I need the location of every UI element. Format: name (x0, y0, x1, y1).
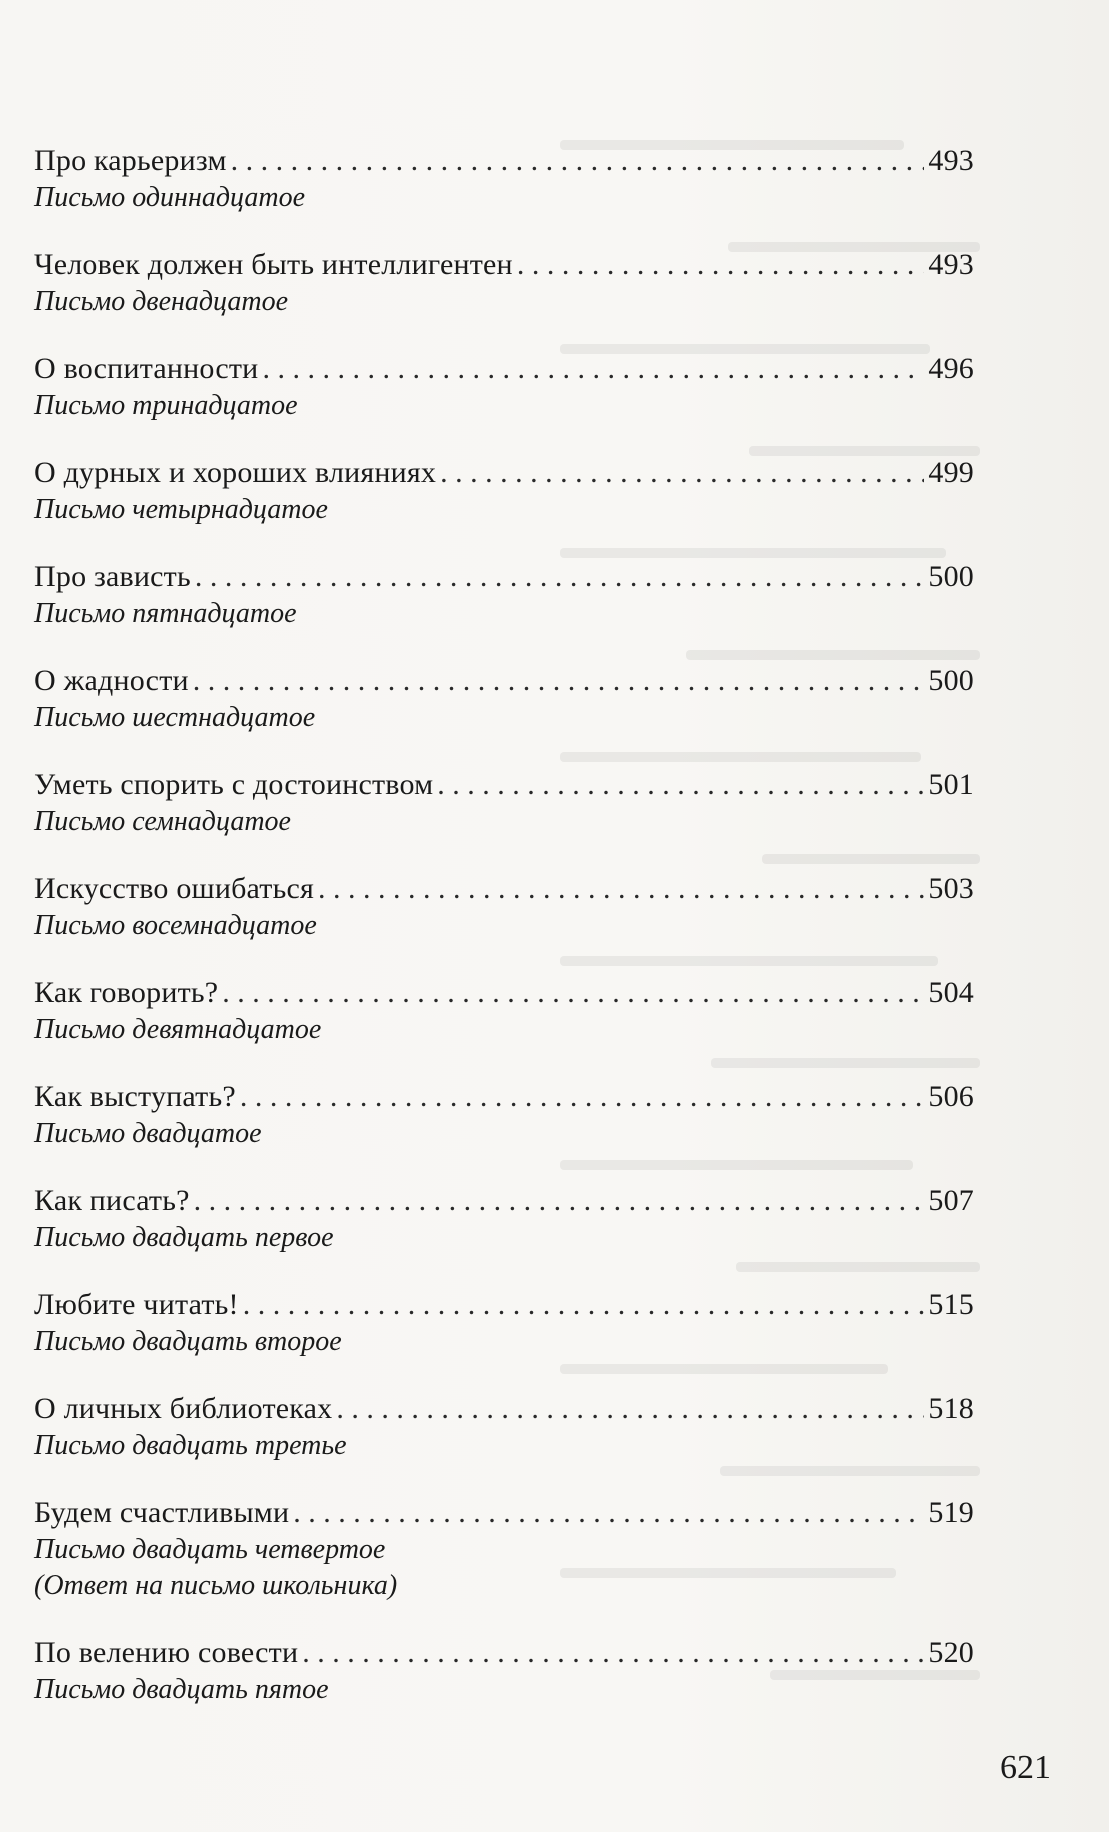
dot-leader (240, 1078, 925, 1116)
toc-entry-page-number: 500 (928, 560, 974, 593)
toc-entry-title-row (34, 454, 974, 492)
toc-entry-title-row (34, 766, 974, 804)
toc-entry-title-row (34, 1494, 974, 1532)
toc-entry (34, 1390, 974, 1464)
toc-entry-title: Про зависть (34, 560, 191, 593)
toc-entry-title: Про карьеризм (34, 144, 227, 177)
dot-leader (437, 766, 924, 804)
toc-entry-title-row (34, 142, 974, 180)
toc-entry-title: Уметь спорить с достоинством (34, 768, 434, 801)
toc-entry-title-row (34, 1182, 974, 1220)
toc-entry (34, 1182, 974, 1256)
toc-entry-title-row (34, 350, 974, 388)
toc-entry-title-row (34, 974, 974, 1012)
toc-entry-page-number: 501 (928, 768, 974, 801)
dot-leader (222, 974, 924, 1012)
toc-entry-subtitle: Письмо девятнадцатое (34, 1014, 322, 1045)
toc-entry-title: О воспитанности (34, 352, 259, 385)
toc-entry-subtitle: Письмо восемнадцатое (34, 910, 317, 941)
toc-entry-subtitle: Письмо двадцать третье (34, 1430, 347, 1461)
toc-entry (34, 1078, 974, 1152)
toc-entry-subtitle: Письмо одиннадцатое (34, 182, 305, 213)
toc-entry-title: Как выступать? (34, 1080, 236, 1113)
toc-entry-subtitle: Письмо шестнадцатое (34, 702, 316, 733)
dot-leader (318, 870, 924, 908)
dot-leader (194, 1182, 925, 1220)
toc-entry-page-number: 518 (928, 1392, 974, 1425)
toc-entry-subtitle: Письмо двадцатое (34, 1118, 262, 1149)
toc-entry-title: Как говорить? (34, 976, 219, 1009)
toc-entry-title: По велению совести (34, 1636, 299, 1669)
toc-entry (34, 454, 974, 528)
toc-entry-subtitle: Письмо двадцать четвертое (34, 1534, 386, 1565)
toc-entry (34, 350, 974, 424)
dot-leader (302, 1634, 924, 1672)
toc-entry-title-row (34, 246, 974, 284)
table-of-contents (34, 142, 974, 1738)
toc-entry-subtitle: Письмо двадцать второе (34, 1326, 342, 1357)
toc-entry-title: Как писать? (34, 1184, 190, 1217)
toc-entry-page-number: 503 (928, 872, 974, 905)
toc-entry-page-number: 507 (928, 1184, 974, 1217)
toc-entry-title-row (34, 870, 974, 908)
toc-entry (34, 142, 974, 216)
toc-entry-title: Человек должен быть интеллигентен (34, 248, 513, 281)
dot-leader (243, 1286, 925, 1324)
toc-entry-title: О жадности (34, 664, 189, 697)
toc-entry-title-row (34, 662, 974, 700)
toc-entry-page-number: 504 (928, 976, 974, 1009)
dot-leader (262, 350, 924, 388)
toc-entry-title-row (34, 1078, 974, 1116)
dot-leader (195, 558, 925, 596)
dot-leader (440, 454, 924, 492)
toc-entry (34, 974, 974, 1048)
toc-entry-page-number: 519 (928, 1496, 974, 1529)
toc-entry-subtitle: Письмо семнадцатое (34, 806, 291, 837)
toc-entry-page-number: 515 (928, 1288, 974, 1321)
toc-entry-page-number: 506 (928, 1080, 974, 1113)
toc-entry (34, 558, 974, 632)
toc-entry (34, 1634, 974, 1708)
toc-entry-subtitle: Письмо тринадцатое (34, 390, 298, 421)
dot-leader (336, 1390, 924, 1428)
toc-entry-title: Любите читать! (34, 1288, 239, 1321)
toc-entry-title: О дурных и хороших влияниях (34, 456, 437, 489)
dot-leader (231, 142, 925, 180)
dot-leader (517, 246, 925, 284)
dot-leader (193, 662, 925, 700)
toc-entry-title: Искусство ошибаться (34, 872, 314, 905)
toc-entry (34, 870, 974, 944)
toc-entry (34, 1286, 974, 1360)
toc-entry-title-row (34, 1390, 974, 1428)
toc-entry-title-row (34, 558, 974, 596)
toc-entry-title-row (34, 1286, 974, 1324)
toc-entry (34, 246, 974, 320)
toc-entry (34, 766, 974, 840)
toc-entry-subtitle: Письмо пятнадцатое (34, 598, 297, 629)
toc-entry-title: О личных библиотеках (34, 1392, 333, 1425)
toc-entry-page-number: 499 (928, 456, 974, 489)
toc-entry-page-number: 520 (928, 1636, 974, 1669)
toc-entry-page-number: 493 (928, 144, 974, 177)
toc-entry-page-number: 493 (928, 248, 974, 281)
toc-entry-subtitle: Письмо двадцать пятое (34, 1674, 329, 1705)
toc-entry-title: Будем счастливыми (34, 1496, 290, 1529)
toc-entry-title-row (34, 1634, 974, 1672)
toc-entry-subtitle: Письмо четырнадцатое (34, 494, 328, 525)
toc-entry (34, 1494, 974, 1604)
toc-entry-subtitle: (Ответ на письмо школьника) (34, 1570, 398, 1601)
toc-entry (34, 662, 974, 736)
toc-entry-page-number: 496 (928, 352, 974, 385)
toc-entry-page-number: 500 (928, 664, 974, 697)
toc-entry-subtitle: Письмо двадцать первое (34, 1222, 334, 1253)
toc-entry-subtitle: Письмо двенадцатое (34, 286, 289, 317)
dot-leader (293, 1494, 924, 1532)
page-number: 621 (1000, 1749, 1051, 1786)
